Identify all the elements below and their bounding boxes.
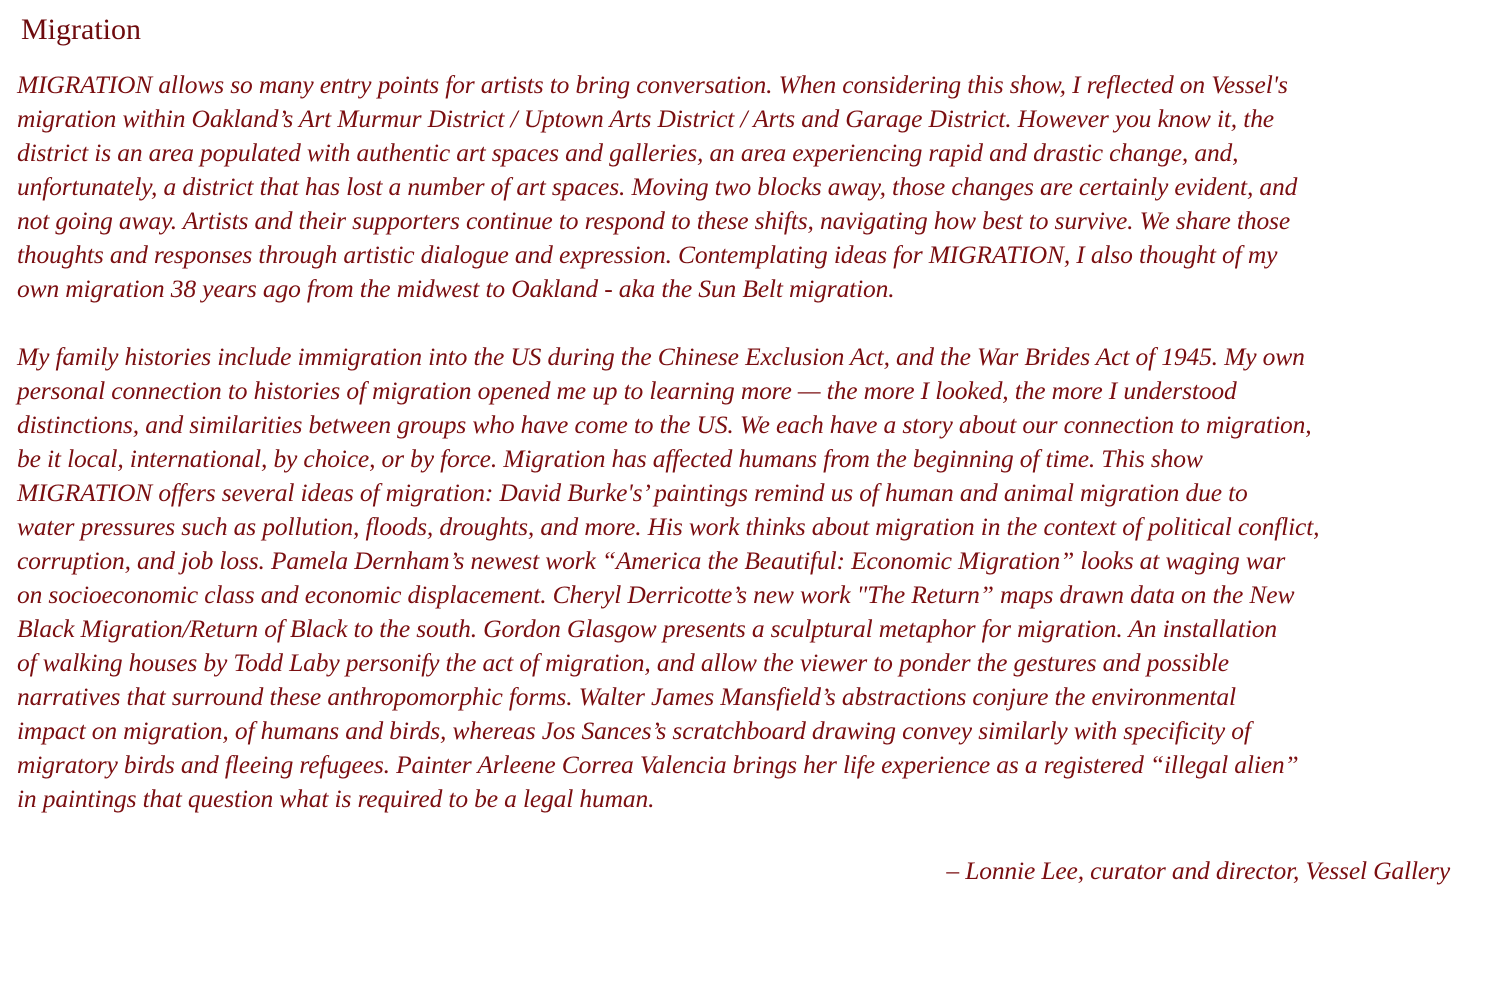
text-line: migratory birds and fleeing refugees. Painter Arleene Correa Valencia brings her life experience as a registered “illegal alien” (17, 750, 1299, 779)
text-line: on socioeconomic class and economic displacement. Cheryl Derricotte’s new work "The Return” maps drawn data on the New (17, 580, 1295, 609)
text-line: MIGRATION allows so many entry points for artists to bring conversation. When considering this show, I reflected on Vessel's (17, 70, 1288, 99)
text-line: unfortunately, a district that has lost a number of art spaces. Moving two blocks away, those changes are certainly evident, and (17, 172, 1298, 201)
text-line: Black Migration/Return of Black to the south. Gordon Glasgow presents a sculptural metaphor for migration. An installation (17, 614, 1277, 643)
text-line: impact on migration, of humans and birds, whereas Jos Sances’s scratchboard drawing convey similarly with specificity of (17, 716, 1251, 745)
text-line: be it local, international, by choice, or by force. Migration has affected humans from the beginning of time. This show (17, 444, 1203, 473)
text-line: own migration 38 years ago from the midwest to Oakland - aka the Sun Belt migration. (17, 274, 895, 303)
text-line: thoughts and responses through artistic dialogue and expression. Contemplating ideas for MIGRATION, I also thought of my (17, 240, 1278, 269)
text-line: not going away. Artists and their supporters continue to respond to these shifts, navigating how best to survive. We share those (17, 206, 1290, 235)
text-line: narratives that surround these anthropomorphic forms. Walter James Mansfield’s abstractions conjure the environmental (17, 682, 1236, 711)
essay-paragraph-1 (17, 68, 1495, 306)
text-line: corruption, and job loss. Pamela Dernham’s newest work “America the Beautiful: Economic Migration” looks at waging war (17, 546, 1286, 575)
essay-paragraph-2 (17, 340, 1495, 816)
curator-signature: – Lonnie Lee, curator and director, Vessel Gallery (946, 856, 1450, 885)
text-line: My family histories include immigration into the US during the Chinese Exclusion Act, and the War Brides Act of 1945. My own (17, 342, 1305, 371)
essay-body (17, 68, 1495, 850)
text-line: district is an area populated with authentic art spaces and galleries, an area experiencing rapid and drastic change, and, (17, 138, 1239, 167)
text-line: personal connection to histories of migration opened me up to learning more — the more I looked, the more I understood (17, 376, 1237, 405)
text-line: of walking houses by Todd Laby personify the act of migration, and allow the viewer to ponder the gestures and possible (17, 648, 1229, 677)
text-line: distinctions, and similarities between groups who have come to the US. We each have a story about our connection to migration, (17, 410, 1312, 439)
page-title: Migration (21, 13, 141, 46)
text-line: MIGRATION offers several ideas of migration: David Burke's’ paintings remind us of human and animal migration due to (17, 478, 1248, 507)
text-line: in paintings that question what is required to be a legal human. (17, 784, 655, 813)
text-line: water pressures such as pollution, floods, droughts, and more. His work thinks about migration in the context of political conflict, (17, 512, 1320, 541)
text-line: migration within Oakland’s Art Murmur District / Uptown Arts District / Arts and Garage District. However you know it, the (17, 104, 1274, 133)
